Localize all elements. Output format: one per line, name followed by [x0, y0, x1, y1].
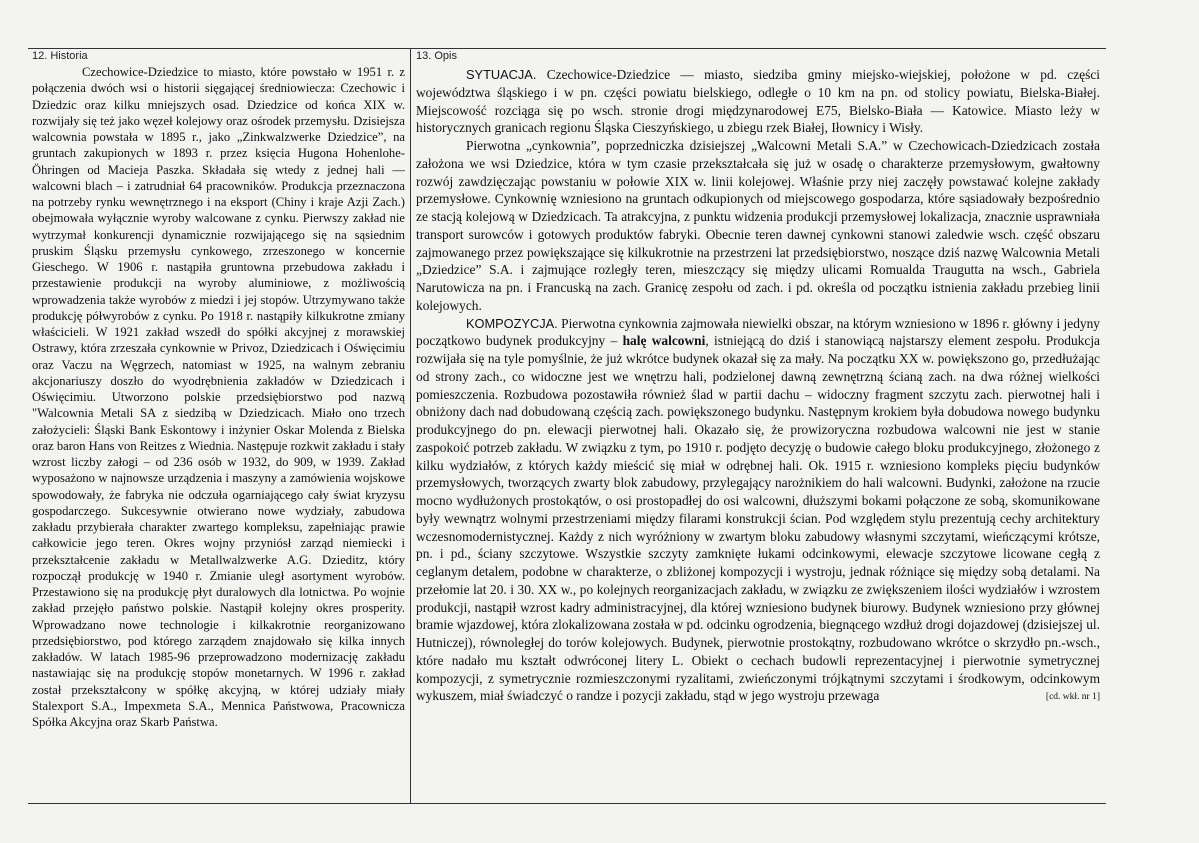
column-divider — [410, 48, 411, 803]
continuation-reference: [cd. wkł. nr 1] — [1045, 692, 1100, 703]
section-label-history: 12. Historia — [32, 50, 88, 62]
description-column — [416, 66, 1100, 707]
composition-paragraph — [416, 315, 1100, 706]
situation-heading: SYTUACJA. — [466, 67, 537, 82]
composition-heading: KOMPOZYCJA. — [466, 315, 558, 331]
composition-text-b: , istniejącą do dziś i stanowiącą najstarszy element zespołu. Produkcja rozwijała się na tyle pomyślnie, że już wkrótce budynek okazał się za mały. Na początku XX w. powiększono go, przedłużając od strony zach., co widoczne jest we wnętrzu hali, podzielonej dawną zewnętrzną ścianą zach. na dwa różnej wielkości pomieszczenia. Rozbudowa pozostawiła również ślad w partii dachu – widoczny fragment szczytu zach. pierwotnej hali i obniżony dach nad dobudowaną częścią zach. powiększonego budynku. Następnym krokiem była dobudowa nowego budynku produkcyjnego do pn. elewacji pierwotnej hali. Okazało się, że prowizoryczna rozbudowa walcowni nie jest w stanie zaspokoić potrzeb zakładu. W związku z tym, po 1910 r. podjęto decyzję o budowie całego bloku produkcyjnego, złożonego z kilku wydziałów, z których każdy mieścić się miał w odrębnej hali. Ok. 1915 r. wzniesiono kompleks pięciu budynków przemysłowych, tworzących zwarty blok zabudowy, przylegający narożnikiem do hali walcowni. Budynki, założone na rzucie mocno wydłużonych prostokątów, o osi prostopadłej do osi walcowni, dłuższymi bokami połączone ze sobą, skomunikowane były wewnątrz wolnymi przestrzeniami między filarami konstrukcji ścian. Pod względem stylu prezentują cechy architektury wczesnomodernistycznej. Każdy z nich wyróżniony w zwartym bloku zabudowy własnymi szczytami, wieńczącymi krótsze, pn. i pd., ściany szczytowe. Wszystkie szczyty zamknięte łukami odcinkowymi, elewacje szczytowe licowane cegłą z ceglanym detalem, podobne w charakterze, o zbliżonej kompozycji i wystroju, jednak różniące się między sobą detalami. Na przełomie lat 20. i 30. XX w., po kolejnych reorganizacjach zakładu, w związku ze zwiększeniem ilości wydziałów i wzrostem produkcji, nastąpił wzrost kadry administracyjnej, dla której wzniesiono budynek biurowy. Budynek wzniesiono przy głównej bramie wjazdowej, która zlokalizowana została w pd. odcinku ogrodzenia, biegnącego wzdłuż drogi dojazdowej (dzisiejszej ul. Hutniczej), równoległej do torów kolejowych. Budynek, pierwotnie prostokątny, rozbudowano wkrótce o skrzydło pn.-wsch., które nadało mu kształt odwróconej litery L. Obiekt o cechach budowli reprezentacyjnej i pierwotnie symetrycznej kompozycji, z symetrycznie rozmieszczonymi ryzalitami, zwieńczonymi trójkątnymi szczytami i środkowym, odcinkowym wykuszem, miał świadczyć o randze i pozycji zakładu, stąd w jego wystroju przewaga — [416, 333, 1100, 704]
situation-paragraph — [416, 66, 1100, 137]
situation-text: Czechowice-Dziedzice — miasto, siedziba gminy miejsko-wiejskiej, położone w pd. części województwa śląskiego i w pn. części powiatu bielskiego, odległe o 10 km na pn. od stolicy powiatu, Bielska-Białej. Miejscowość rozciąga się po wsch. stronie drogi międzynarodowej E75, Bielsko-Biała — Katowice. Miasto leży w historycznych granicach regionu Śląska Cieszyńskiego, u zbiegu rzek Białej, Iłownicy i Wisły. — [416, 67, 1100, 136]
history-paragraph: Czechowice-Dziedzice to miasto, które powstało w 1951 r. z połączenia dwóch wsi o historii sięgającej średniowiecza: Czechowic i Dziedzic oraz kilku mniejszych osad. Dziedzice od końca XIX w. rozwijały się też jako węzeł kolejowy oraz ośrodek przemysłu. Dzisiejsza walcownia powstała w 1895 r., jako „Zinkwalzwerke Dziedzice”, na gruntach zakupionych w 1893 r. przez księcia Hugona Hohenlohe-Öhringen od Macieja Paszka. Składała się wtedy z jednej hali — walcowni blach – i zatrudniał 64 pracowników. Produkcja przeznaczona na potrzeby rynku wewnętrznego i na eksport (Chiny i kraje Azji Zach.) obejmowała wyłącznie wyroby walcowane z cynku. Pierwszy zakład nie wytrzymał konkurencji dynamicznie rozwijającego się na sąsiednim pruskim Śląsku przemysłu cynkowego, zrzeszonego w koncernie Gieschego. W 1906 r. nastąpiła gruntowna przebudowa zakładu i przestawienie produkcji na wyroby aluminiowe, z możliwością wprowadzenia także wyrobów z miedzi i jej stopów. Utrzymywano także produkcję półwyrobów z cynku. Po 1918 r. nastąpiły kilkukrotne zmiany właścicieli. W 1921 zakład wszedł do spółki akcyjnej z morawskiej Ostrawy, która zrzeszała cynkownie w Privoz, Dziedzicach i Oświęcimiu oraz Vaczu na Węgrzech, natomiast w 1925, na walnym zebraniu akcjonariuszy doszło do wyodrębnienia zakładów w Dziedzicach i Oświęcimiu. Utworzono polskie przedsiębiorstwo pod nazwą "Walcownia Metali SA z siedzibą w Dziedzicach. Miało ono trzech założycieli: Śląski Bank Eskontowy i inżynier Oskar Molenda z Bielska oraz baron Hans von Reitzes z Wiednia. Następuje rozkwit zakładu i stały wzrost liczby załogi – od 236 osób w 1932, do 909, w 1939. Zakład wyposażono w najnowsze urządzenia i maszyny a zamówienia wojskowe spowodowały, że fabryka nie odczuła ogarniającego cały świat kryzysu gospodarczego. Sukcesywnie otwierano nowe wydziały, zabudowa zakładu przybierała charakter zwartego kompleksu, zapełniając prawie całkowicie jego teren. Okres wojny przyniósł zarząd niemiecki i przekształcenie zakładu w Metallwalzwerke A.G. Dzieditz, który rozpoczął produkcję w 1940 r. Zmianie uległ asortyment wyrobów. Przestawiono się na produkcję płyt duralowych dla lotnictwa. Po wojnie zakład przejęło państwo polskie. Nastąpił kolejny okres prosperity. Wprowadzano nowe technologie i kilkakrotnie reorganizowano przedsiębiorstwo, pod którego zarządem znajdowało się kilka innych zakładów. W latach 1985-96 przeprowadzono modernizację zakładu nastawiając się na produkcję stopów monetarnych. W 1996 r. zakład został przekształcony w spółkę akcyjną, w której udziały miały Stalexport S.A., Impexmeta S.A., Mennica Państwowa, Pracownicza Spółka Akcyjna oraz Skarb Państwa. — [32, 65, 405, 729]
section-label-description: 13. Opis — [416, 50, 457, 62]
composition-bold: halę walcowni — [622, 333, 706, 349]
cynkownia-paragraph: Pierwotna „cynkownia”, poprzedniczka dzisiejszej „Walcowni Metali S.A.” w Czechowicach-Dziedzicach została założona we wsi Dziedzice, która w tym czasie przekształcała się już w osadę o charakterze przemysłowym, gwałtowny rozwój zawdzięczając powstaniu w połowie XIX w. linii kolejowej. Właśnie przy niej zaczęły powstawać kolejne zakłady przemysłowe. Cynkownię wzniesiono na gruntach odkupionych od miejscowego gospodarza, które sąsiadowały bezpośrednio ze stacją kolejową w Dziedzicach. Ta atrakcyjna, z punktu widzenia produkcji przemysłowej lokalizacja, znacznie usprawniała transport surowców i gotowych produktów fabryki. Obecnie teren dawnej cynkowni stanowi zaledwie wsch. część obszaru zajmowanego przez powiększające się kilkukrotnie na przestrzeni lat przedsiębiorstwo, noszące dziś nazwę Walcownia Metali „Dziedzice” S.A. i zajmujące rozległy teren, mieszczący się między ulicami Romualda Traugutta na wsch., Gabriela Narutowicza na pn. i Francuską na zach. Granicę zespołu od zach. i pd. określa od początku istnienia zakładu przebieg linii kolejowych. — [416, 138, 1100, 313]
composition-text-a: Pierwotna cynkownia zajmowała niewielki obszar, na którym wzniesiono w 1896 r. główny i jedyny początkowo budynek produkcyjny – — [416, 315, 1100, 349]
history-column — [32, 64, 405, 730]
bottom-rule — [28, 803, 1106, 804]
